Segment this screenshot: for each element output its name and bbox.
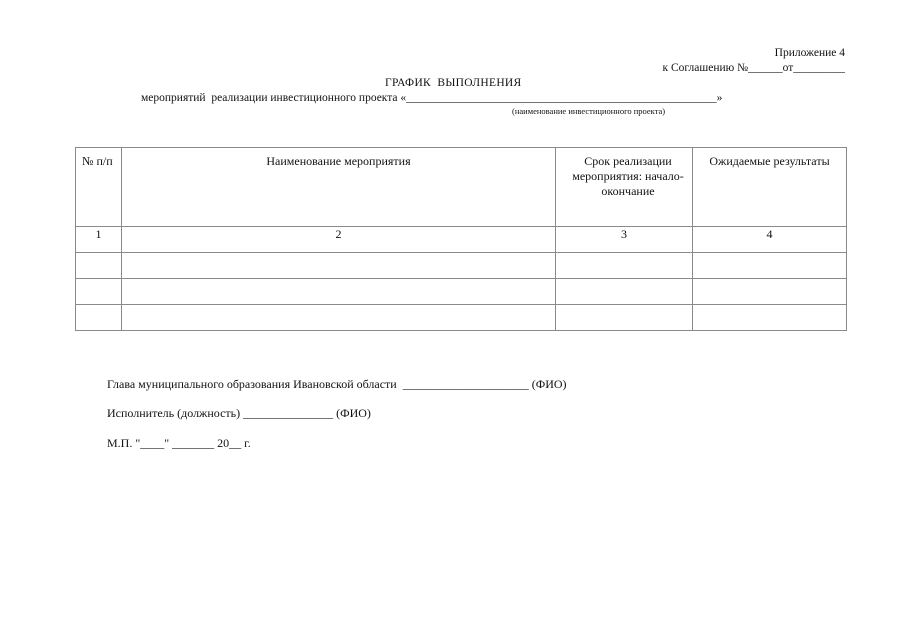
column-number-row (76, 227, 847, 253)
table-cell[interactable] (122, 253, 556, 279)
table-row (76, 305, 847, 331)
table-cell[interactable] (76, 305, 122, 331)
header-cell-deadline: Срок реализации мероприятия: начало-окончание (556, 148, 693, 227)
header-cell-number: № п/п (76, 148, 122, 227)
head-signature-line: Глава муниципального образования Ивановской области _____________________ (ФИО) (107, 377, 567, 391)
table-cell[interactable] (693, 305, 847, 331)
column-number-cell: 2 (122, 227, 556, 253)
table-row (76, 279, 847, 305)
document-subtitle: мероприятий реализации инвестиционного проекта «______________________________________________________» (141, 92, 723, 104)
table-cell[interactable] (76, 253, 122, 279)
column-number-cell: 3 (556, 227, 693, 253)
column-number-cell: 4 (693, 227, 847, 253)
schedule-table (75, 147, 847, 331)
header-cell-event-name: Наименование мероприятия (122, 148, 556, 227)
table-row (76, 253, 847, 279)
document-title: ГРАФИК ВЫПОЛНЕНИЯ (385, 77, 522, 89)
table-cell[interactable] (122, 305, 556, 331)
column-number-cell: 1 (76, 227, 122, 253)
table-cell[interactable] (556, 305, 693, 331)
table-cell[interactable] (556, 253, 693, 279)
table-cell[interactable] (122, 279, 556, 305)
subtitle-hint: (наименование инвестиционного проекта) (512, 106, 666, 116)
executor-signature-line: Исполнитель (должность) _______________ (ФИО) (107, 406, 371, 420)
table-cell[interactable] (693, 279, 847, 305)
agreement-line: к Соглашению №______от_________ (662, 62, 845, 74)
table-cell[interactable] (556, 279, 693, 305)
table-header-row (76, 148, 847, 227)
appendix-label: Приложение 4 (774, 47, 845, 59)
header-cell-results: Ожидаемые результаты (693, 148, 847, 227)
table-cell[interactable] (693, 253, 847, 279)
seal-date-line: М.П. "____" _______ 20__ г. (107, 436, 251, 450)
table-cell[interactable] (76, 279, 122, 305)
